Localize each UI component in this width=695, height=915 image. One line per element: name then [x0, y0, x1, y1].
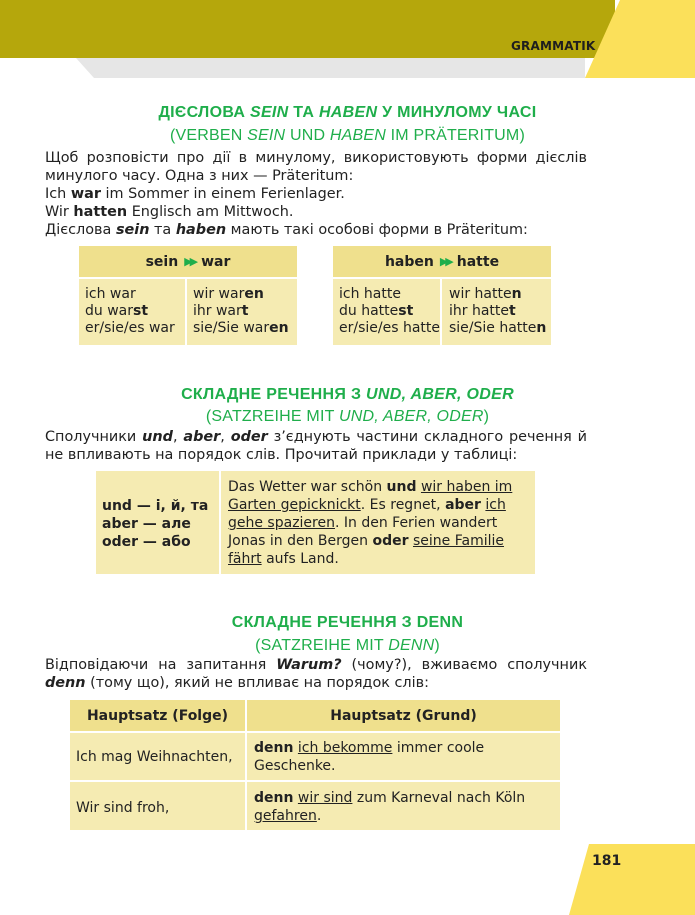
form-line: wir hatten — [449, 286, 522, 302]
verb-infinitive: sein — [145, 253, 179, 270]
verb-infinitive: haben — [384, 253, 434, 270]
column-header-folge: Hauptsatz (Folge) — [70, 700, 245, 731]
sein-plural-forms — [193, 280, 289, 345]
header-shadow-stripe — [76, 58, 585, 78]
form-line: oder — або — [102, 534, 191, 550]
table-row-2-main-clause: Wir sind froh, — [76, 800, 170, 816]
double-arrow-icon: ▶▶ — [184, 255, 196, 268]
column-header-grund: Hauptsatz (Grund) — [247, 700, 560, 731]
conjunction-example-sentences: Das Wetter war schön und wir haben im Garten gepicknickt. Es regnet, aber ich gehe spazieren. In den Ferien wandert Jonas in den Bergen oder seine Familie fährt aufs Land. — [228, 479, 513, 567]
form-line: du warst — [85, 303, 149, 319]
haben-plural-forms — [449, 280, 546, 345]
table-row-2-reason-clause: denn wir sind zum Karneval nach Köln gefahren. — [254, 790, 526, 824]
double-arrow-icon: ▶▶ — [439, 255, 451, 268]
haben-table-header — [333, 246, 551, 277]
haben-conjugation-table — [333, 246, 551, 345]
sein-conjugation-table — [79, 246, 297, 345]
sein-singular-forms — [85, 280, 175, 345]
section1-intro: Щоб розповісти про дії в минулому, використовують форми дієслів минулого часу. Одна з них — Präteritum: — [45, 150, 587, 184]
form-line: ich hatte — [339, 286, 401, 302]
form-line: sie/Sie waren — [193, 320, 289, 336]
form-line: du hattest — [339, 303, 414, 319]
section1-text — [45, 149, 587, 239]
section2-intro: Сполучники und, aber, oder з’єднують частини складного речення й не впливають на порядок слів. Прочитай приклади у таблиці: — [45, 429, 588, 463]
table-row-1-reason-clause: denn ich bekomme immer coole Geschenke. — [254, 740, 485, 774]
section3-subtitle: (SATZREIHE MIT DENN) — [255, 637, 440, 654]
forms-intro: Дієслова sein та haben мають такі особові форми в Präteritum: — [45, 222, 528, 238]
form-line: er/sie/es hatte — [339, 320, 441, 336]
form-line: ihr wart — [193, 303, 249, 319]
conjunction-translations — [102, 497, 208, 551]
section2-title: СКЛАДНЕ РЕЧЕННЯ З UND, ABER, ODER — [181, 386, 514, 403]
sein-table-header — [79, 246, 297, 277]
page-number-tab — [569, 844, 695, 915]
denn-table — [70, 700, 560, 830]
form-line: er/sie/es war — [85, 320, 175, 336]
section2-subtitle: (SATZREIHE MIT UND, ABER, ODER) — [205, 408, 490, 425]
section1-subtitle: (VERBEN SEIN UND HABEN IM PRÄTERITUM) — [169, 127, 525, 144]
form-line: aber — але — [102, 516, 191, 532]
page-number: 181 — [592, 853, 622, 869]
haben-singular-forms — [339, 280, 440, 345]
example-sentence-war: Ich war im Sommer in einem Ferienlager. — [45, 186, 345, 202]
table-row-1-main-clause: Ich mag Weihnachten, — [76, 749, 233, 765]
section-label: GRAMMATIK — [511, 39, 596, 53]
section3-intro: Відповідаючи на запитання Warum? (чому?), вживаємо сполучник denn (тому що), який не впливає на порядок слів: — [45, 657, 588, 691]
verb-past-form: war — [201, 253, 231, 270]
form-line: wir waren — [193, 286, 264, 302]
section1-title: ДІЄСЛОВА SEIN ТА HABEN У МИНУЛОМУ ЧАСІ — [158, 104, 537, 121]
form-line: sie/Sie hatten — [449, 320, 547, 336]
example-sentence-hatten: Wir hatten Englisch am Mittwoch. — [45, 204, 294, 220]
conjunction-examples-table — [96, 471, 535, 574]
section3-title: СКЛАДНЕ РЕЧЕННЯ З DENN — [231, 614, 464, 631]
verb-past-form: hatte — [456, 253, 500, 270]
form-line: und — і, й, та — [102, 498, 209, 514]
form-line: ich war — [85, 286, 136, 302]
form-line: ihr hattet — [449, 303, 516, 319]
